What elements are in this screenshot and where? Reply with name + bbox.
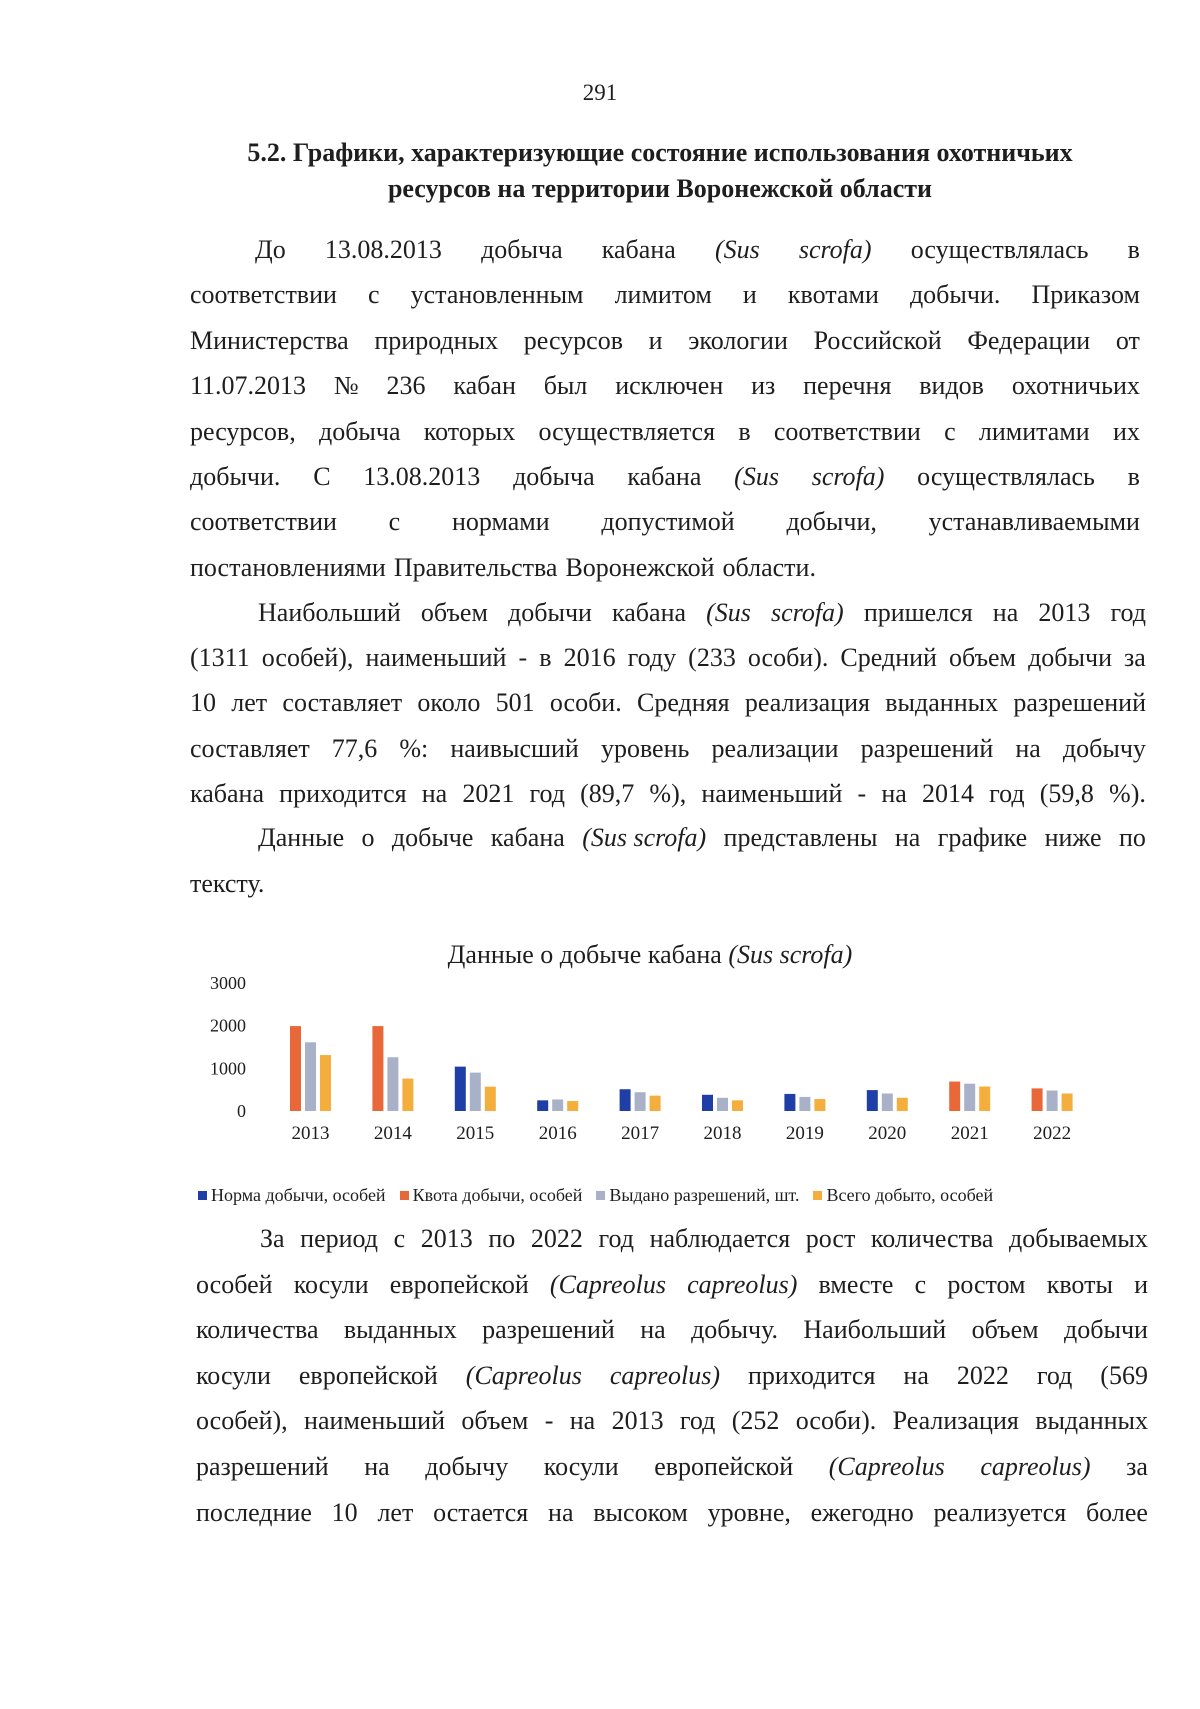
heading-line-1: 5.2. Графики, характеризующие состояние использования охотничьих [247, 138, 1073, 167]
word: высоком [593, 1497, 688, 1527]
word: последние [196, 1497, 312, 1527]
chart-legend [198, 1185, 1158, 1206]
word: (Capreolus [828, 1452, 945, 1481]
x-tick-label: 2021 [950, 1123, 989, 1144]
word: особи. [549, 688, 622, 718]
x-tick-label: 2022 [1033, 1123, 1072, 1144]
word: наблюдается [649, 1224, 791, 1253]
word: Данные [258, 823, 345, 852]
word: европейской [298, 1360, 438, 1390]
word: графике [937, 823, 1028, 852]
bar-2014-series-2 [387, 1057, 398, 1111]
word: по [488, 1224, 516, 1253]
legend-label: Всего добыто, особей [826, 1185, 994, 1205]
bar-2020-series-0 [867, 1090, 878, 1111]
bar-2022-series-2 [1047, 1091, 1058, 1111]
word: допустимой [601, 507, 735, 537]
word: выданных [343, 1315, 457, 1345]
word: (233 [688, 643, 736, 673]
word: наименьший [304, 1406, 446, 1436]
word: вместе [818, 1269, 894, 1299]
word: особи). [747, 643, 829, 673]
word: 2021 [462, 778, 515, 808]
chart-title-text: Данные о добыче кабана [447, 940, 722, 969]
word: наименьший [365, 643, 507, 673]
word: добыче [391, 823, 474, 852]
word: остается [433, 1497, 529, 1527]
word: 10 [190, 688, 216, 718]
word: реализуется [933, 1497, 1067, 1527]
word: был [543, 371, 588, 401]
y-tick-label: 0 [237, 1101, 246, 1121]
word: год [989, 778, 1025, 808]
word: добываемых [1009, 1224, 1148, 1253]
legend-swatch [813, 1191, 822, 1200]
word: представлены [723, 823, 878, 852]
x-tick-label: 2013 [291, 1123, 330, 1144]
word: добыча [513, 462, 595, 491]
word: capreolus) [980, 1452, 1091, 1481]
x-tick-label: 2020 [868, 1123, 907, 1144]
word: scrofa) [798, 235, 872, 264]
word: пришелся [863, 598, 973, 627]
page-number: 291 [582, 80, 618, 105]
word: Российской [813, 325, 942, 355]
word: на [881, 778, 907, 808]
word: особи). [795, 1406, 877, 1436]
word: от [1115, 325, 1140, 355]
word: в [1127, 462, 1140, 491]
word: на [992, 598, 1019, 627]
bar-2020-series-2 [882, 1094, 893, 1111]
word: (Capreolus [549, 1269, 666, 1299]
word: в [738, 416, 751, 446]
word: составляет [190, 733, 310, 763]
word: за [1126, 1452, 1148, 1481]
bar-2018-series-0 [702, 1095, 713, 1111]
word: особей), [196, 1406, 288, 1436]
word: нормами [451, 507, 550, 537]
word: - [518, 643, 528, 673]
word: объем [420, 598, 488, 627]
word: Средняя [637, 688, 730, 718]
word: (Sus [714, 235, 760, 264]
word: (Sus [734, 462, 779, 491]
word: 13.08.2013 [363, 462, 481, 491]
word: (89,7 [580, 778, 635, 808]
word: добычу. [691, 1315, 778, 1345]
word: объем [948, 643, 1017, 673]
word: год [598, 1224, 634, 1253]
word: соответствии [190, 507, 337, 537]
legend-label: Норма добычи, особей [211, 1185, 386, 1205]
word: 2013 [420, 1224, 473, 1253]
word: кабана [490, 823, 565, 852]
word: разрешений [860, 733, 994, 763]
word: 236 [386, 371, 426, 401]
word: осуществлялась [910, 235, 1089, 264]
word: составляет [282, 688, 403, 718]
word: осуществлялась [917, 462, 1095, 491]
word: год [679, 1406, 716, 1436]
legend-item [400, 1185, 583, 1206]
legend-item [813, 1185, 993, 1206]
bar-2015-series-2 [470, 1073, 481, 1111]
word: косули [293, 1269, 369, 1299]
word: 2016 [563, 643, 616, 673]
word: Реализация [892, 1406, 1019, 1436]
word: За [260, 1224, 285, 1253]
word: (Sus [706, 598, 751, 627]
bar-2022-series-3 [1062, 1094, 1073, 1111]
word: рост [805, 1224, 856, 1253]
word: добычи [508, 598, 592, 627]
legend-item [198, 1185, 386, 1206]
word: capreolus) [687, 1269, 798, 1299]
word: наивысший [450, 733, 579, 763]
word: 2022 [956, 1360, 1009, 1390]
word: году [627, 643, 677, 673]
word: реализации [711, 733, 839, 763]
word: на [640, 1315, 666, 1345]
y-tick-label: 2000 [210, 1015, 246, 1036]
x-tick-label: 2014 [373, 1123, 412, 1144]
word: ресурсов, [190, 416, 296, 446]
word: 11.07.2013 [190, 371, 307, 401]
word: scrofa) [771, 598, 844, 627]
word: разрешений [1013, 688, 1146, 718]
legend-swatch [400, 1191, 409, 1200]
word: на [1015, 733, 1041, 763]
word: 2013 [611, 1406, 664, 1436]
bar-2022-series-1 [1032, 1088, 1043, 1111]
word: Наибольший [258, 598, 401, 627]
word: ростом [947, 1269, 1026, 1299]
word: особей), [261, 643, 354, 673]
word: косули [543, 1452, 619, 1481]
word: лет [377, 1497, 414, 1527]
word: и [1134, 1269, 1148, 1299]
word: на [569, 1406, 596, 1436]
word: Средний [840, 643, 937, 673]
word: более [1085, 1497, 1148, 1527]
word: год [529, 778, 565, 808]
word: на [421, 778, 448, 808]
word: в [1127, 235, 1140, 264]
word: экологии [688, 325, 788, 355]
bar-2021-series-1 [949, 1082, 960, 1111]
word: добычи [1064, 1315, 1148, 1345]
word: лимитом [614, 280, 712, 310]
bar-2016-series-2 [552, 1099, 563, 1111]
bar-2020-series-3 [897, 1098, 908, 1111]
word: выданных [885, 688, 999, 718]
word: добыча [481, 235, 563, 264]
word: (252 [731, 1406, 780, 1436]
word: Воронежской [565, 552, 715, 582]
word: %). [1109, 778, 1146, 808]
word: по [1118, 823, 1146, 852]
word: (Capreolus [465, 1360, 582, 1390]
x-tick-label: 2017 [621, 1123, 660, 1144]
word: приходится [279, 778, 407, 808]
word: объем [971, 1315, 1039, 1345]
word: добычи. [909, 280, 1001, 310]
chart-title-species: (Sus scrofa) [728, 940, 853, 969]
word: уровне, [707, 1497, 791, 1527]
legend-swatch [198, 1191, 207, 1200]
bar-2018-series-2 [717, 1098, 728, 1111]
word: кабана [612, 598, 687, 627]
x-tick-label: 2015 [456, 1123, 495, 1144]
word: количества [196, 1315, 319, 1345]
bar-2019-series-0 [784, 1094, 795, 1111]
bar-2016-series-3 [567, 1101, 578, 1111]
x-tick-label: 2018 [703, 1123, 742, 1144]
word: добычи [1028, 643, 1112, 673]
word: с [914, 1269, 927, 1299]
word: ресурсов [523, 325, 623, 355]
word: лет [231, 688, 268, 718]
para4-line [196, 1361, 1148, 1391]
word: - [857, 778, 867, 808]
word: с [368, 280, 380, 310]
legend-label: Квота добычи, особей [412, 1185, 583, 1205]
word: с [393, 1224, 406, 1253]
word: на [364, 1452, 390, 1481]
word: устанавливаемыми [928, 507, 1140, 537]
word: кабана [190, 778, 265, 808]
word: Федерации [967, 325, 1091, 355]
word: квоты [1046, 1269, 1113, 1299]
word: кабана [627, 462, 702, 491]
word: о [361, 823, 375, 852]
bar-2014-series-3 [402, 1079, 413, 1111]
word: (59,8 [1039, 778, 1094, 808]
heading-line-2: ресурсов на территории Воронежской области [387, 174, 933, 203]
word: 77,6 [331, 733, 378, 763]
word: на [548, 1497, 574, 1527]
word: 10 [331, 1497, 358, 1527]
word: перечня [803, 371, 892, 401]
word: установленным [410, 280, 584, 310]
para4-line [196, 1315, 1148, 1345]
x-tick-label: 2016 [538, 1123, 577, 1144]
word: До [255, 235, 286, 264]
legend-swatch [596, 1191, 605, 1200]
word: 13.08.2013 [324, 235, 442, 264]
word: из [751, 371, 776, 401]
word: в [539, 643, 552, 673]
word: ниже [1044, 823, 1102, 852]
para4-line [196, 1406, 1148, 1436]
word: охотничьих [1011, 371, 1140, 401]
bar-2017-series-0 [620, 1089, 631, 1111]
word: № [333, 371, 359, 401]
legend-item [596, 1185, 799, 1206]
bar-2016-series-0 [537, 1100, 548, 1111]
bar-2021-series-3 [979, 1087, 990, 1111]
word: выданных [1035, 1406, 1148, 1436]
word: Приказом [1031, 280, 1140, 310]
word: приходится [748, 1360, 876, 1390]
word: реализация [744, 688, 870, 718]
word: период [300, 1224, 379, 1253]
para4-line [196, 1452, 1148, 1482]
word: соответствии [190, 280, 337, 310]
word: добычу [425, 1452, 509, 1481]
word: кабан [453, 371, 516, 401]
para4-line [196, 1224, 1148, 1254]
word: 2014 [921, 778, 974, 808]
word: тексту. [190, 869, 265, 898]
word: и [648, 325, 663, 355]
word: добычи, [786, 507, 877, 537]
y-tick-label: 1000 [210, 1058, 246, 1079]
word: их [1112, 416, 1140, 446]
word: особей [196, 1269, 273, 1299]
word: год [1036, 1360, 1073, 1390]
word: соответствии [773, 416, 921, 446]
bar-2015-series-3 [485, 1087, 496, 1111]
word: %), [649, 778, 687, 808]
word: области. [722, 552, 816, 582]
word: (Sus scrofa) [582, 823, 707, 852]
legend-label: Выдано разрешений, шт. [609, 1185, 800, 1205]
bar-2019-series-2 [799, 1097, 810, 1111]
word: уровень [600, 733, 690, 763]
word: объем [461, 1406, 529, 1436]
y-tick-label: 3000 [210, 973, 246, 993]
word: осуществляется [538, 416, 716, 446]
bar-2014-series-1 [372, 1026, 383, 1111]
bar-2015-series-0 [455, 1067, 466, 1111]
word: 2013 [1038, 598, 1091, 627]
word: - [544, 1406, 554, 1436]
word: которых [423, 416, 516, 446]
word: лимитами [978, 416, 1090, 446]
word: за [1124, 643, 1146, 673]
bar-2017-series-2 [635, 1092, 646, 1111]
word: количества [870, 1224, 994, 1253]
word: %: [399, 733, 429, 763]
word: с [944, 416, 956, 446]
bar-2013-series-1 [290, 1026, 301, 1111]
word: 2022 [530, 1224, 583, 1253]
word: Правительства [393, 552, 558, 582]
word: природных [374, 325, 499, 355]
word: (569 [1100, 1360, 1148, 1390]
word: наименьший [701, 778, 843, 808]
para4-line [196, 1498, 1148, 1528]
para4-line [196, 1270, 1148, 1300]
bar-2019-series-3 [814, 1099, 825, 1111]
word: на [903, 1360, 929, 1390]
word: capreolus) [609, 1360, 721, 1390]
word: добычи. [190, 462, 281, 491]
word: исключен [615, 371, 724, 401]
word: квотами [787, 280, 879, 310]
x-tick-label: 2019 [785, 1123, 824, 1144]
bar-2021-series-2 [964, 1084, 975, 1111]
word: год [1110, 598, 1146, 627]
word: видов [919, 371, 984, 401]
word: на [894, 823, 921, 852]
word: Наибольший [803, 1315, 947, 1345]
word: постановлениями [190, 552, 386, 582]
word: scrofa) [811, 462, 885, 491]
word: разрешений [196, 1452, 329, 1481]
word: разрешений [482, 1315, 615, 1345]
word: европейской [389, 1269, 529, 1299]
word: ежегодно [810, 1497, 914, 1527]
word: добыча [318, 416, 401, 446]
word: С [313, 462, 331, 491]
word: 501 [495, 688, 535, 718]
word: (1311 [190, 643, 250, 673]
word: европейской [654, 1452, 794, 1481]
bar-2013-series-3 [320, 1055, 331, 1111]
bar-2013-series-2 [305, 1042, 316, 1111]
word: около [417, 688, 481, 718]
word: и [742, 280, 757, 310]
word: Министерства [190, 325, 349, 355]
word: добычу [1062, 733, 1146, 763]
bar-2018-series-3 [732, 1100, 743, 1111]
bar-2017-series-3 [650, 1096, 661, 1111]
word: косули [196, 1360, 271, 1390]
word: кабана [601, 235, 676, 264]
word: с [388, 507, 401, 537]
